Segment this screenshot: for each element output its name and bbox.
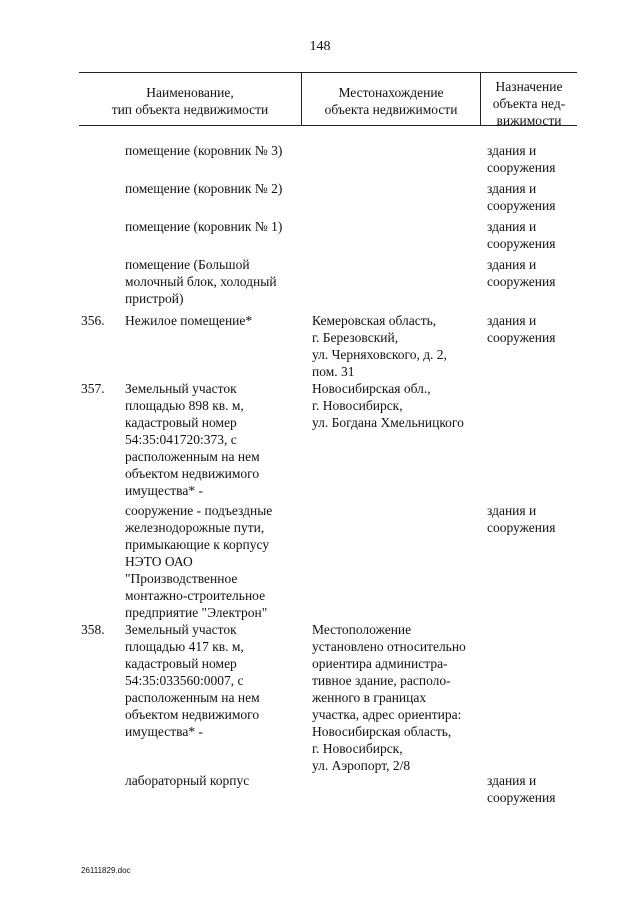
- row-purpose: здания и сооружения: [487, 143, 556, 175]
- row-purpose: здания и сооружения: [487, 313, 556, 345]
- row-location: Новосибирская обл., г. Новосибирск, ул. Богдана Хмельницкого: [312, 381, 464, 430]
- row-location: Местоположение установлено относительно ориентира администра- тивное здание, располо- женного в границах участка, адрес ориентира: Новосибирская область, г. Новосибирск, ул. Аэропорт, 2/8: [312, 622, 466, 773]
- table-top-border: [79, 72, 577, 73]
- row-name: Земельный участок площадью 417 кв. м, кадастровый номер 54:35:033560:0007, с расположенным на нем объектом недвижимого имущества* -: [125, 622, 260, 739]
- row-name: помещение (коровник № 2): [125, 181, 283, 196]
- row-name: Нежилое помещение*: [125, 313, 253, 328]
- row-number: 357.: [81, 381, 105, 396]
- footer-filename: 26111829.doc: [81, 866, 131, 875]
- row-purpose: здания и сооружения: [487, 181, 556, 213]
- header-location: Местонахождение объекта недвижимости: [324, 85, 458, 117]
- row-purpose: здания и сооружения: [487, 257, 556, 289]
- row-number: 358.: [81, 622, 105, 637]
- row-name: помещение (Большой молочный блок, холодный пристрой): [125, 257, 277, 306]
- row-purpose: здания и сооружения: [487, 219, 556, 251]
- row-name: лабораторный корпус: [125, 773, 250, 788]
- row-purpose: здания и сооружения: [487, 773, 556, 805]
- row-name: помещение (коровник № 1): [125, 219, 283, 234]
- row-location: Кемеровская область, г. Березовский, ул. Черняховского, д. 2, пом. 31: [312, 313, 447, 379]
- row-name: сооружение - подъездные железнодорожные пути, примыкающие к корпусу НЭТО ОАО "Производственное монтажно-строительное предприятие "Электрон": [125, 503, 273, 620]
- row-number: 356.: [81, 313, 105, 328]
- row-purpose: здания и сооружения: [487, 503, 556, 535]
- row-name: помещение (коровник № 3): [125, 143, 283, 158]
- row-name: Земельный участок площадью 898 кв. м, кадастровый номер 54:35:041720:373, с расположенным на нем объектом недвижимого имущества* -: [125, 381, 260, 498]
- header-purpose: Назначение объекта нед- вижимости: [492, 79, 566, 128]
- page-number: 148: [309, 39, 331, 54]
- header-name-type: Наименование, тип объекта недвижимости: [111, 85, 269, 117]
